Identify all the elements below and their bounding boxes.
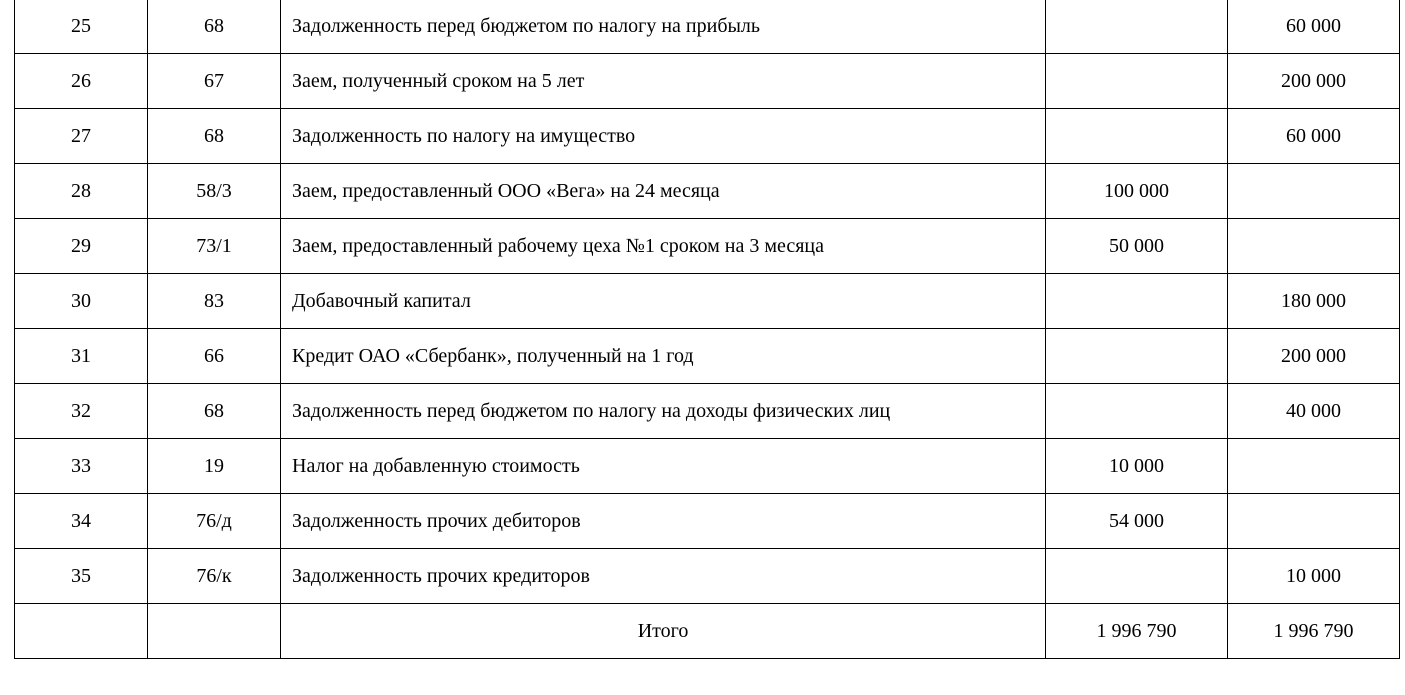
account-code: 76/к <box>148 549 281 604</box>
table-body <box>15 0 1400 604</box>
credit-amount: 10 000 <box>1228 549 1400 604</box>
row-number: 32 <box>15 384 148 439</box>
item-name: Заем, предоставленный рабочему цеха №1 сроком на 3 месяца <box>281 219 1046 274</box>
row-number: 33 <box>15 439 148 494</box>
total-debit: 1 996 790 <box>1046 604 1228 659</box>
item-name: Задолженность прочих кредиторов <box>281 549 1046 604</box>
table-row <box>15 549 1400 604</box>
credit-amount: 200 000 <box>1228 329 1400 384</box>
row-number: 31 <box>15 329 148 384</box>
row-number: 29 <box>15 219 148 274</box>
debit-amount <box>1046 0 1228 54</box>
credit-amount <box>1228 494 1400 549</box>
item-name: Задолженность по налогу на имущество <box>281 109 1046 164</box>
credit-amount: 60 000 <box>1228 109 1400 164</box>
item-name: Задолженность перед бюджетом по налогу на прибыль <box>281 0 1046 54</box>
item-name: Заем, предоставленный ООО «Вега» на 24 месяца <box>281 164 1046 219</box>
item-name: Задолженность перед бюджетом по налогу на доходы физических лиц <box>281 384 1046 439</box>
item-name: Налог на добавленную стоимость <box>281 439 1046 494</box>
table-row <box>15 219 1400 274</box>
account-code: 83 <box>148 274 281 329</box>
debit-amount <box>1046 549 1228 604</box>
credit-amount <box>1228 219 1400 274</box>
debit-amount <box>1046 274 1228 329</box>
table-row <box>15 439 1400 494</box>
debit-amount: 54 000 <box>1046 494 1228 549</box>
credit-amount <box>1228 439 1400 494</box>
debit-amount <box>1046 384 1228 439</box>
credit-amount: 40 000 <box>1228 384 1400 439</box>
account-code: 19 <box>148 439 281 494</box>
item-name: Задолженность прочих дебиторов <box>281 494 1046 549</box>
debit-amount: 100 000 <box>1046 164 1228 219</box>
debit-amount: 50 000 <box>1046 219 1228 274</box>
account-code: 67 <box>148 54 281 109</box>
table-row <box>15 329 1400 384</box>
total-num-cell <box>15 604 148 659</box>
total-account-cell <box>148 604 281 659</box>
row-number: 30 <box>15 274 148 329</box>
row-number: 35 <box>15 549 148 604</box>
credit-amount: 60 000 <box>1228 0 1400 54</box>
table-row <box>15 274 1400 329</box>
account-code: 68 <box>148 384 281 439</box>
row-number: 34 <box>15 494 148 549</box>
account-code: 68 <box>148 0 281 54</box>
debit-amount: 10 000 <box>1046 439 1228 494</box>
item-name: Кредит ОАО «Сбербанк», полученный на 1 год <box>281 329 1046 384</box>
account-code: 73/1 <box>148 219 281 274</box>
row-number: 27 <box>15 109 148 164</box>
table-row <box>15 494 1400 549</box>
row-number: 26 <box>15 54 148 109</box>
item-name: Добавочный капитал <box>281 274 1046 329</box>
table-row <box>15 384 1400 439</box>
total-row <box>15 604 1400 659</box>
table-row <box>15 0 1400 54</box>
table-row <box>15 109 1400 164</box>
table-row <box>15 164 1400 219</box>
account-code: 68 <box>148 109 281 164</box>
account-code: 76/д <box>148 494 281 549</box>
credit-amount: 180 000 <box>1228 274 1400 329</box>
total-label: Итого <box>281 604 1046 659</box>
row-number: 28 <box>15 164 148 219</box>
account-code: 66 <box>148 329 281 384</box>
row-number: 25 <box>15 0 148 54</box>
account-code: 58/3 <box>148 164 281 219</box>
item-name: Заем, полученный сроком на 5 лет <box>281 54 1046 109</box>
table-row <box>15 54 1400 109</box>
debit-amount <box>1046 54 1228 109</box>
credit-amount: 200 000 <box>1228 54 1400 109</box>
balance-table <box>14 0 1400 659</box>
debit-amount <box>1046 329 1228 384</box>
debit-amount <box>1046 109 1228 164</box>
total-credit: 1 996 790 <box>1228 604 1400 659</box>
credit-amount <box>1228 164 1400 219</box>
